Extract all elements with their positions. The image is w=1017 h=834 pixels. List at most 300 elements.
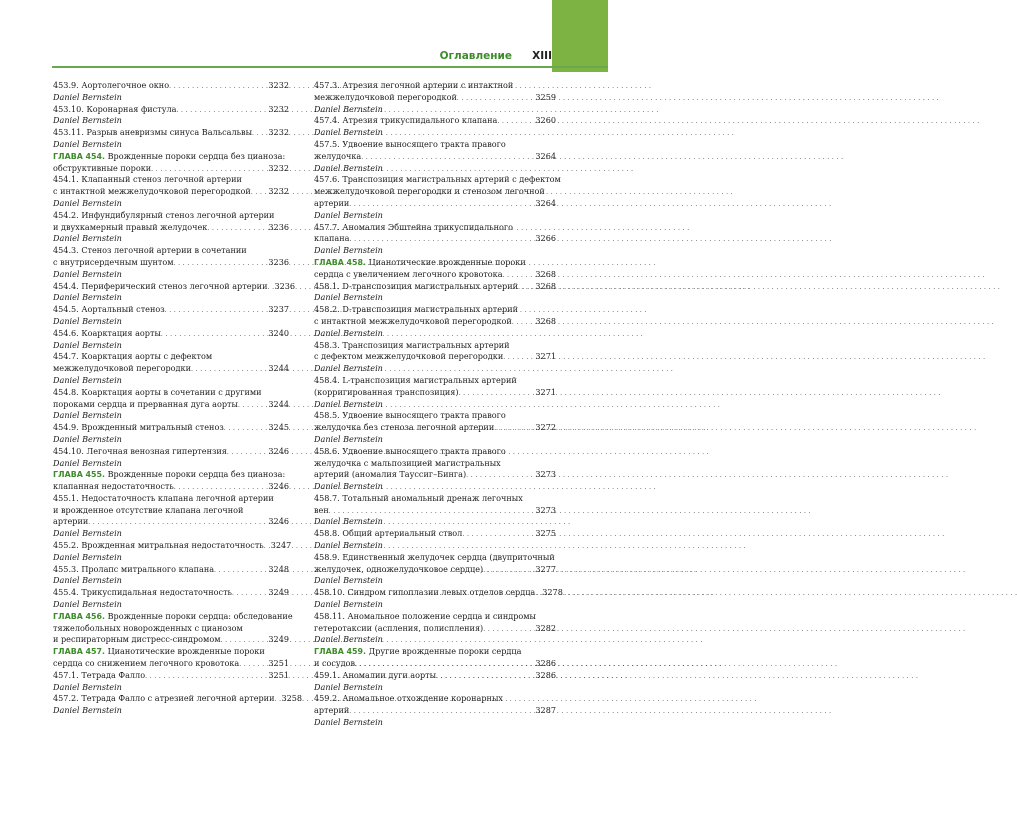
page-number-ref: 3249 xyxy=(268,587,289,598)
toc-entry xyxy=(53,493,289,540)
entry-title: 457.2. Тетрада Фалло с атрезией легочной артерии xyxy=(53,693,275,704)
entry-title: 457.6. Транспозиция магистральных артерий с дефектом xyxy=(314,174,561,185)
entry-title: 455.3. Пролапс митрального клапана xyxy=(53,563,215,574)
entry-title: артерии xyxy=(314,197,350,208)
leader-dots xyxy=(518,282,534,294)
entry-title: с интактной межжелудочковой перегородкой xyxy=(53,186,251,197)
toc-entry xyxy=(53,210,289,245)
entry-author: Daniel Bernstein xyxy=(314,327,383,338)
page-header xyxy=(52,44,552,70)
entry-author: Daniel Bernstein xyxy=(314,398,383,409)
page-number-ref: 3236 xyxy=(268,221,289,232)
entry-title: и двухкамерный правый желудочек xyxy=(53,221,208,232)
toc-entry-line xyxy=(53,634,289,646)
toc-entry-line xyxy=(53,516,289,528)
toc-entry-line xyxy=(314,387,556,399)
section-tab xyxy=(552,0,608,72)
entry-title: 458.4. L-транспозиция магистральных артерий xyxy=(314,374,517,385)
chapter-label: ГЛАВА 458. xyxy=(314,257,367,267)
entry-title: 454.2. Инфундибулярный стеноз легочной артерии xyxy=(53,209,275,220)
entry-author: Daniel Bernstein xyxy=(53,433,122,444)
entry-title: 457.3. Атрезия легочной артерии с интактной xyxy=(314,80,514,90)
toc-entry-line xyxy=(314,611,556,623)
toc-entry-line xyxy=(314,410,556,422)
entry-author: Daniel Bernstein xyxy=(314,634,383,645)
page-number-ref: 3268 xyxy=(535,315,556,326)
leader-dots xyxy=(497,116,534,128)
entry-author: Daniel Bernstein xyxy=(314,433,383,444)
entry-author: Daniel Bernstein xyxy=(314,599,383,610)
page-number-ref: 3264 xyxy=(535,150,556,161)
page-number-ref: 3236 xyxy=(268,256,289,267)
toc-entry-line xyxy=(314,304,556,316)
toc-entry-line xyxy=(314,198,556,210)
entry-title: и респираторным дистресс-синдромом xyxy=(53,634,221,645)
chapter-label: ГЛАВА 455. xyxy=(53,470,106,480)
entry-title: 454.7. Коарктация аорты с дефектом xyxy=(53,351,213,362)
toc-entry-line xyxy=(314,705,556,717)
entry-title: 458.10. Синдром гипоплазии левых отделов сердца xyxy=(314,587,536,598)
toc-entry xyxy=(53,670,289,694)
entry-title: желудочка xyxy=(314,150,362,161)
toc-entry-line xyxy=(314,281,556,293)
entry-title: и сосудов xyxy=(314,658,356,669)
page-number-ref: 3251 xyxy=(268,658,289,669)
entry-title: с дефектом межжелудочковой перегородки xyxy=(314,351,504,362)
toc-entry-line xyxy=(53,174,289,186)
toc-entry xyxy=(314,528,556,552)
entry-title: Врожденные пороки сердца без цианоза: xyxy=(107,469,286,480)
leader-dots xyxy=(457,93,535,105)
leader-dots xyxy=(227,447,268,459)
page-number-ref: 3286 xyxy=(535,669,556,680)
toc-entry xyxy=(314,587,563,611)
toc-entry-line xyxy=(53,363,289,375)
entry-title: тяжелобольных новорожденных с цианозом xyxy=(53,622,243,633)
toc-entry-line xyxy=(314,222,556,234)
entry-title: пороками сердца и прерванная дуга аорты xyxy=(53,398,238,409)
toc-entry xyxy=(53,351,289,386)
entry-title: артерий xyxy=(314,705,350,716)
toc-entry xyxy=(53,587,289,611)
leader-dots xyxy=(214,565,267,577)
page-number-ref: 3273 xyxy=(535,469,556,480)
entry-author: Daniel Bernstein xyxy=(53,138,122,149)
page-number-ref: 3247 xyxy=(270,540,292,551)
entry-author: Daniel Bernstein xyxy=(53,315,122,326)
toc-entry xyxy=(314,410,556,445)
entry-title: 453.10. Коронарная фистула xyxy=(53,103,177,114)
entry-title: 454.9. Врожденный митральный стеноз xyxy=(53,422,224,433)
toc-entry xyxy=(314,174,561,221)
toc-entry-line xyxy=(314,151,556,163)
page-number-ref: 3271 xyxy=(535,351,556,362)
toc-entry xyxy=(53,693,303,717)
leader-dots xyxy=(512,317,535,329)
leader-dots xyxy=(207,223,267,235)
toc-entry xyxy=(53,387,289,422)
page-number-ref: 3277 xyxy=(535,563,556,574)
toc-entry xyxy=(314,340,556,375)
leader-dots xyxy=(232,588,267,600)
entry-title: 458.6. Удвоение выносящего тракта правого xyxy=(314,445,506,456)
entry-author: Daniel Bernstein xyxy=(53,681,122,692)
toc-entry-line xyxy=(53,610,293,623)
leader-dots xyxy=(349,199,534,211)
entry-title: 455.4. Трикуспидальная недостаточность xyxy=(53,587,232,598)
page-number-ref: 3236 xyxy=(274,280,296,291)
toc-entry xyxy=(53,104,289,128)
leader-dots xyxy=(483,565,534,577)
toc-entry-line xyxy=(314,528,556,540)
leader-dots xyxy=(436,671,534,683)
toc-entry-line xyxy=(53,469,289,481)
page-number: XIII xyxy=(532,50,552,62)
entry-title: с интактной межжелудочковой перегородкой xyxy=(314,315,512,326)
entry-title: 458.5. Удвоение выносящего тракта правого xyxy=(314,410,506,421)
page-number-ref: 3246 xyxy=(268,481,289,492)
leader-dots xyxy=(191,364,267,376)
entry-author: Daniel Bernstein xyxy=(314,516,383,527)
toc-entry-line xyxy=(53,80,289,92)
leader-dots xyxy=(459,388,535,400)
entry-title: артерии xyxy=(53,516,89,527)
page-number-ref: 3251 xyxy=(268,669,289,680)
entry-title: гетеротаксии (аспления, полиспления) xyxy=(314,622,484,633)
toc-entry xyxy=(314,670,556,694)
toc-entry-line xyxy=(53,670,289,682)
toc-entry xyxy=(314,446,556,493)
leader-dots xyxy=(176,105,267,117)
toc-entry-line xyxy=(53,127,289,139)
toc-entry-line xyxy=(314,115,556,127)
toc-entry-line xyxy=(314,693,556,705)
entry-title: (корригированная транспозиция) xyxy=(314,386,459,397)
leader-dots xyxy=(462,529,534,541)
page-number-ref: 3232 xyxy=(268,162,289,173)
entry-author: Daniel Bernstein xyxy=(53,551,122,562)
toc-entry-line xyxy=(314,174,561,186)
entry-author: Daniel Bernstein xyxy=(53,457,122,468)
chapter-label: ГЛАВА 457. xyxy=(53,647,106,657)
page-number-ref: 3232 xyxy=(268,103,289,114)
entry-author: Daniel Bernstein xyxy=(53,575,122,586)
toc-entry-line xyxy=(314,564,556,576)
entry-author: Daniel Bernstein xyxy=(314,681,383,692)
entry-author: Daniel Bernstein xyxy=(314,363,383,374)
entry-author: Daniel Bernstein xyxy=(314,103,383,114)
page-number-ref: 3245 xyxy=(268,422,289,433)
leader-dots xyxy=(224,423,268,435)
leader-dots xyxy=(503,352,534,364)
entry-author: Daniel Bernstein xyxy=(314,245,383,256)
toc-entry xyxy=(53,328,289,352)
entry-title: 459.1. Аномалии дуги аорты xyxy=(314,669,437,680)
toc-entry-line xyxy=(53,422,289,434)
page-number-ref: 3232 xyxy=(268,127,289,138)
toc-entry xyxy=(314,375,556,410)
leader-dots xyxy=(169,81,267,93)
entry-author: Daniel Bernstein xyxy=(53,115,122,126)
entry-title: сердца с увеличением легочного кровотока xyxy=(314,268,503,279)
toc-entry-line xyxy=(53,658,289,670)
entry-title: 457.5. Удвоение выносящего тракта правого xyxy=(314,138,506,149)
toc-entry xyxy=(53,174,289,209)
page-number-ref: 3240 xyxy=(268,327,289,338)
toc-entry xyxy=(53,80,289,104)
toc-entry-line xyxy=(314,458,556,470)
toc-entry-line xyxy=(314,587,563,599)
entry-title: 454.5. Аортальный стеноз xyxy=(53,304,165,315)
toc-chapter-entry xyxy=(53,469,289,493)
toc-entry-line xyxy=(314,670,556,682)
toc-entry xyxy=(53,245,289,280)
toc-column-right xyxy=(314,80,563,729)
entry-title: 458.11. Аномальное положение сердца и синдромы xyxy=(314,610,536,621)
entry-title: 458.1. D-транспозиция магистральных артерий xyxy=(314,280,518,291)
toc-entry xyxy=(53,540,292,564)
entry-title: 455.2. Врожденная митральная недостаточность xyxy=(53,540,264,551)
entry-author: Daniel Bernstein xyxy=(53,705,122,716)
toc-entry-line xyxy=(314,80,556,92)
toc-entry-line xyxy=(53,505,289,517)
entry-title: желудочек, одножелудочковое сердце) xyxy=(314,563,484,574)
toc-entry-line xyxy=(314,269,556,281)
page-number-ref: 3244 xyxy=(268,363,289,374)
toc-entry-line xyxy=(53,245,289,257)
entry-title: Врожденные пороки сердца без цианоза: xyxy=(107,150,286,161)
toc-entry-line xyxy=(53,104,289,116)
entry-title: 457.1. Тетрада Фалло xyxy=(53,669,146,680)
toc-entry-line xyxy=(53,186,289,198)
entry-title: 454.8. Коарктация аорты в сочетании с другими xyxy=(53,386,262,397)
leader-dots xyxy=(161,329,267,341)
entry-title: 453.11. Разрыв аневризмы синуса Вальсальвы xyxy=(53,127,253,138)
entry-author: Daniel Bernstein xyxy=(53,91,122,102)
toc-entry-line xyxy=(53,540,292,552)
entry-title: Цианотические врожденные пороки xyxy=(368,256,526,267)
entry-author: Daniel Bernstein xyxy=(314,481,383,492)
toc-entry-line xyxy=(53,399,289,411)
toc-chapter-entry xyxy=(53,610,293,646)
page-number-ref: 3273 xyxy=(535,504,556,515)
page-number-ref: 3249 xyxy=(268,634,289,645)
toc-entry-line xyxy=(53,387,289,399)
entry-author: Daniel Bernstein xyxy=(314,717,383,728)
entry-author: Daniel Bernstein xyxy=(53,599,122,610)
page-number-ref: 3237 xyxy=(268,304,289,315)
entry-title: Врожденные пороки сердца: обследование xyxy=(107,610,293,621)
toc-entry-line xyxy=(53,222,289,234)
toc-entry-line xyxy=(53,481,289,493)
toc-entry-line xyxy=(53,587,289,599)
page-number-ref: 3286 xyxy=(535,658,556,669)
toc-chapter-entry xyxy=(314,646,556,670)
entry-title: вен xyxy=(314,504,329,515)
page-number-ref: 3268 xyxy=(535,268,556,279)
entry-author: Daniel Bernstein xyxy=(53,528,122,539)
chapter-label: ГЛАВА 454. xyxy=(53,151,106,161)
page-number-ref: 3232 xyxy=(268,80,289,90)
entry-title: 454.1. Клапанный стеноз легочной артерии xyxy=(53,174,242,185)
leader-dots xyxy=(145,671,267,683)
toc-entry xyxy=(53,564,289,588)
page-number-ref: 3278 xyxy=(542,587,563,598)
toc-chapter-entry xyxy=(53,646,289,670)
toc-entry-line xyxy=(314,257,556,269)
entry-author: Daniel Bernstein xyxy=(314,127,383,138)
toc-entry xyxy=(53,127,289,151)
toc-entry xyxy=(314,80,556,115)
toc-entry xyxy=(314,281,556,305)
toc-chapter-entry xyxy=(53,151,289,175)
toc-entry-line xyxy=(53,564,289,576)
page-number-ref: 3246 xyxy=(268,516,289,527)
entry-title: Цианотические врожденные пороки xyxy=(107,646,265,657)
page-number-ref: 3259 xyxy=(535,91,556,102)
entry-title: 458.8. Общий артериальный ствол xyxy=(314,528,463,539)
toc-entry-line xyxy=(53,493,289,505)
entry-title: 453.9. Аортолегочное окно xyxy=(53,80,170,90)
chapter-label: ГЛАВА 456. xyxy=(53,611,106,621)
entry-title: желудочка с мальпозицией магистральных xyxy=(314,457,501,468)
toc-entry-line xyxy=(314,316,556,328)
page-title: Оглавление xyxy=(439,50,512,62)
entry-title: 455.1. Недостаточность клапана легочной артерии xyxy=(53,492,274,503)
entry-title: с внутрисердечным шунтом xyxy=(53,256,174,267)
toc-entry-line xyxy=(53,693,303,705)
entry-author: Daniel Bernstein xyxy=(314,209,383,220)
leader-dots xyxy=(361,152,534,164)
entry-title: 454.6. Коарктация аорты xyxy=(53,327,161,338)
page-number-ref: 3282 xyxy=(535,622,556,633)
entry-author: Daniel Bernstein xyxy=(314,540,383,551)
header-divider xyxy=(52,66,608,68)
page-number-ref: 3260 xyxy=(535,115,556,126)
toc-entry-line xyxy=(314,446,556,458)
toc-entry-line xyxy=(53,623,289,635)
page-number-ref: 3232 xyxy=(268,186,289,197)
toc-entry-line xyxy=(53,210,289,222)
leader-dots xyxy=(466,470,534,482)
toc-entry xyxy=(314,222,556,257)
toc-entry xyxy=(314,493,556,528)
toc-entry-line xyxy=(53,446,289,458)
entry-author: Daniel Bernstein xyxy=(53,410,122,421)
entry-title: 458.2. D-транспозиция магистральных артерий xyxy=(314,304,518,315)
toc-entry-line xyxy=(53,151,289,163)
chapter-label: ГЛАВА 459. xyxy=(314,647,367,657)
entry-title: 454.3. Стеноз легочной артерии в сочетании xyxy=(53,245,247,256)
entry-author: Daniel Bernstein xyxy=(314,575,383,586)
page-number-ref: 3271 xyxy=(535,386,556,397)
toc-entry xyxy=(53,422,289,446)
toc-entry-line xyxy=(53,163,289,175)
toc-entry-line xyxy=(314,351,556,363)
leader-dots xyxy=(238,400,267,412)
toc-entry xyxy=(314,693,556,728)
entry-author: Daniel Bernstein xyxy=(53,374,122,385)
entry-title: 458.3. Транспозиция магистральных артерий xyxy=(314,339,510,350)
toc-entry-line xyxy=(314,552,556,564)
toc-entry-line xyxy=(314,186,556,198)
entry-title: артерий (аномалия Тауссиг–Бинга) xyxy=(314,469,467,480)
page-number-ref: 3248 xyxy=(268,563,289,574)
page-number-ref: 3258 xyxy=(281,693,303,704)
entry-author: Daniel Bernstein xyxy=(314,162,383,173)
entry-author: Daniel Bernstein xyxy=(53,339,122,350)
toc-entry-line xyxy=(314,493,556,505)
entry-title: желудочка без стеноза легочной артерии xyxy=(314,422,495,433)
toc-entry-line xyxy=(53,328,289,340)
toc-entry-line xyxy=(314,505,556,517)
page-number-ref: 3266 xyxy=(535,233,556,244)
entry-title: межжелудочковой перегородки xyxy=(53,363,191,374)
entry-author: Daniel Bernstein xyxy=(53,233,122,244)
entry-title: межжелудочковой перегородкой xyxy=(314,91,457,102)
page-number-ref: 3272 xyxy=(535,422,556,433)
leader-dots xyxy=(174,258,268,270)
page-number-ref: 3287 xyxy=(535,705,556,716)
leader-dots xyxy=(252,128,267,140)
entry-title: Другие врожденные пороки сердца xyxy=(368,646,522,657)
toc-entry-line xyxy=(53,351,289,363)
toc-entry xyxy=(314,139,556,174)
entry-author: Daniel Bernstein xyxy=(53,292,122,303)
toc-entry-line xyxy=(53,304,289,316)
toc-entry xyxy=(53,446,289,470)
entry-title: 457.7. Аномалия Эбштейна трикуспидального xyxy=(314,221,514,232)
entry-title: 458.9. Единственный желудочек сердца (двуприточный xyxy=(314,551,555,562)
toc-entry xyxy=(53,280,296,305)
page-number-ref: 3244 xyxy=(268,398,289,409)
entry-author: Daniel Bernstein xyxy=(53,268,122,279)
entry-title: клапана xyxy=(314,233,350,244)
toc-column-left xyxy=(53,80,303,717)
toc-entry xyxy=(314,552,556,587)
entry-title: межжелудочковой перегородки и стенозом легочной xyxy=(314,186,545,197)
entry-title: сердца со снижением легочного кровотока xyxy=(53,658,240,669)
toc-entry-line xyxy=(314,422,556,434)
entry-title: обструктивные пороки xyxy=(53,162,152,173)
toc-entry-line xyxy=(314,92,556,104)
toc-entry-line xyxy=(314,340,556,352)
toc-entry xyxy=(53,304,289,328)
leader-dots xyxy=(483,624,534,636)
toc-entry-line xyxy=(53,257,289,269)
toc-entry xyxy=(314,115,556,139)
toc-entry-line xyxy=(314,658,556,670)
toc-chapter-entry xyxy=(314,257,556,281)
entry-title: 457.4. Атрезия трикуспидального клапана xyxy=(314,115,498,126)
toc-entry-line xyxy=(53,646,289,658)
entry-title: и врожденное отсутствие клапана легочной xyxy=(53,504,244,515)
page-number-ref: 3264 xyxy=(535,197,556,208)
page-number-ref: 3246 xyxy=(268,445,289,456)
toc-entry-line xyxy=(314,139,556,151)
toc-entry-line xyxy=(314,233,556,245)
leader-dots xyxy=(239,659,267,671)
leader-dots xyxy=(165,305,268,317)
toc-entry xyxy=(314,611,556,646)
entry-title: 454.4. Периферический стеноз легочной артерии xyxy=(53,280,268,291)
page-number-ref: 3275 xyxy=(535,528,556,539)
toc-entry-line xyxy=(314,646,556,658)
entry-author: Daniel Bernstein xyxy=(314,292,383,303)
toc-entry-line xyxy=(314,623,556,635)
leader-dots xyxy=(494,423,534,435)
toc-entry xyxy=(314,304,556,339)
